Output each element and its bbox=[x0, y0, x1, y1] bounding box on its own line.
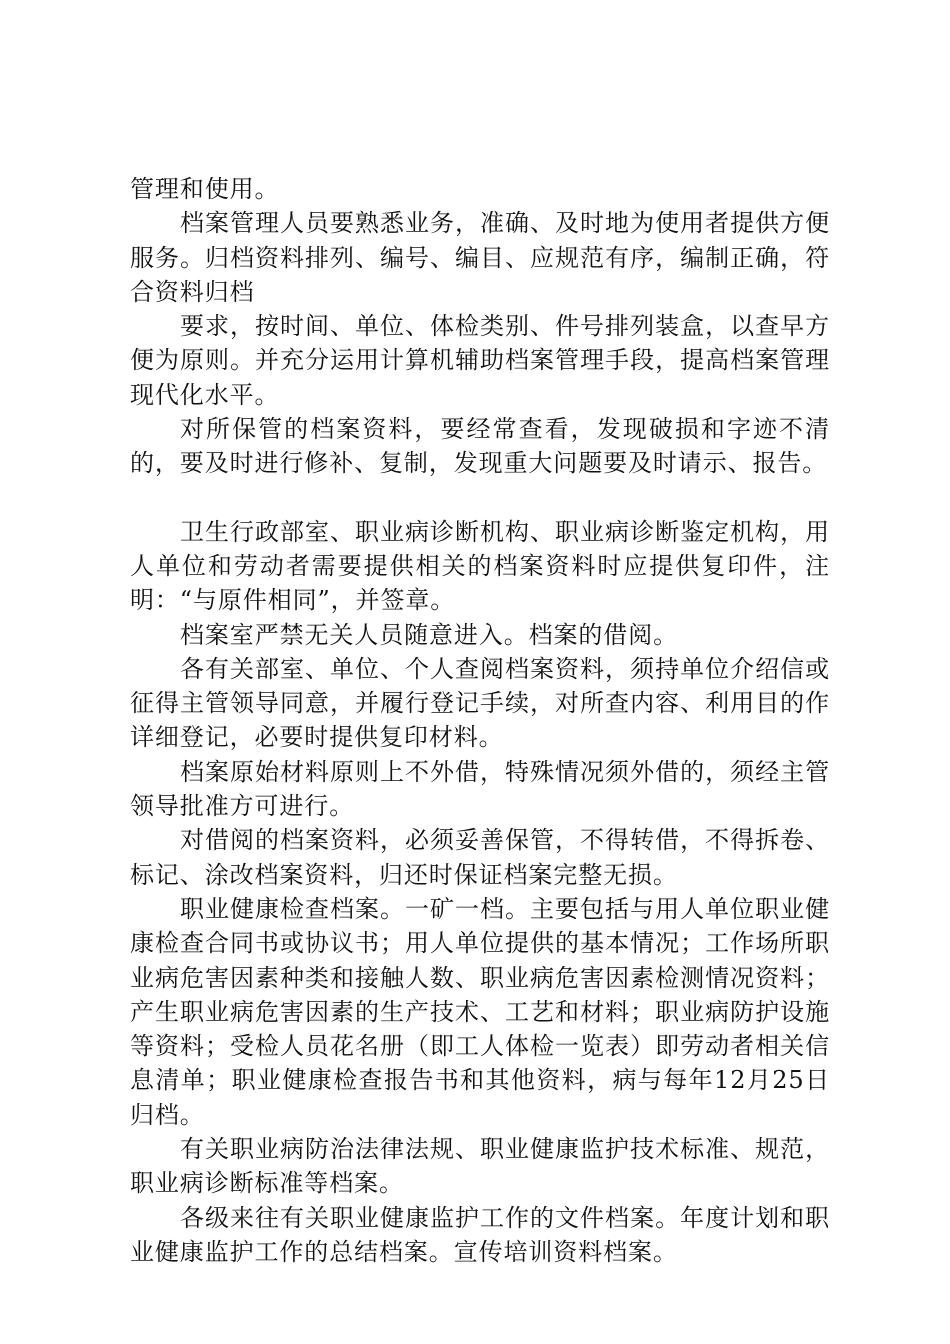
paragraph: 对借阅的档案资料，必须妥善保管，不得转借，不得拆卷、标记、涂改档案资料，归还时保证档案完整无损。 bbox=[130, 826, 830, 889]
paragraph: 职业健康检查档案。一矿一档。主要包括与用人单位职业健康检查合同书或协议书；用人单位提供的基本情况；工作场所职业病危害因素种类和接触人数、职业病危害因素检测情况资料；产生职业病危害因素的生产技术、工艺和材料；职业病防护设施等资料；受检人员花名册（即工人体检一览表）即劳动者相关信息清单；职业健康检查报告书和其他资料，病与每年12月25日归档。 bbox=[130, 894, 830, 1129]
paragraph: 有关职业病防治法律法规、职业健康监护技术标准、规范，职业病诊断标准等档案。 bbox=[130, 1135, 830, 1198]
paragraph: 档案室严禁无关人员随意进入。档案的借阅。 bbox=[180, 620, 678, 649]
paragraph: 档案原始材料原则上不外借，特殊情况须外借的，须经主管领导批准方可进行。 bbox=[130, 757, 830, 821]
paragraph: 各有关部室、单位、个人查阅档案资料，须持单位介绍信或征得主管领导同意，并履行登记手续，对所查内容、利用目的作详细登记，必要时提供复印材料。 bbox=[130, 654, 830, 752]
paragraph: 要求，按时间、单位、体检类别、件号排列装盒，以查早方便为原则。并充分运用计算机辅助档案管理手段，提高档案管理现代化水平。 bbox=[130, 312, 830, 409]
document-body bbox=[130, 172, 830, 1269]
paragraph: 各级来往有关职业健康监护工作的文件档案。年度计划和职业健康监护工作的总结档案。宣传培训资料档案。 bbox=[130, 1203, 830, 1266]
paragraph: 对所保管的档案资料，要经常查看，发现破损和字迹不清的，要及时进行修补、复制，发现重大问题要及时请示、报告。 bbox=[130, 415, 830, 478]
paragraph: 管理和使用。 bbox=[130, 175, 280, 203]
paragraph: 卫生行政部室、职业病诊断机构、职业病诊断鉴定机构，用人单位和劳动者需要提供相关的档案资料时应提供复印件，注明：“与原件相同”，并签章。 bbox=[130, 517, 830, 615]
paragraph: 档案管理人员要熟悉业务，准确、及时地为使用者提供方便服务。归档资料排列、编号、编目、应规范有序，编制正确，符合资料归档 bbox=[130, 209, 830, 306]
